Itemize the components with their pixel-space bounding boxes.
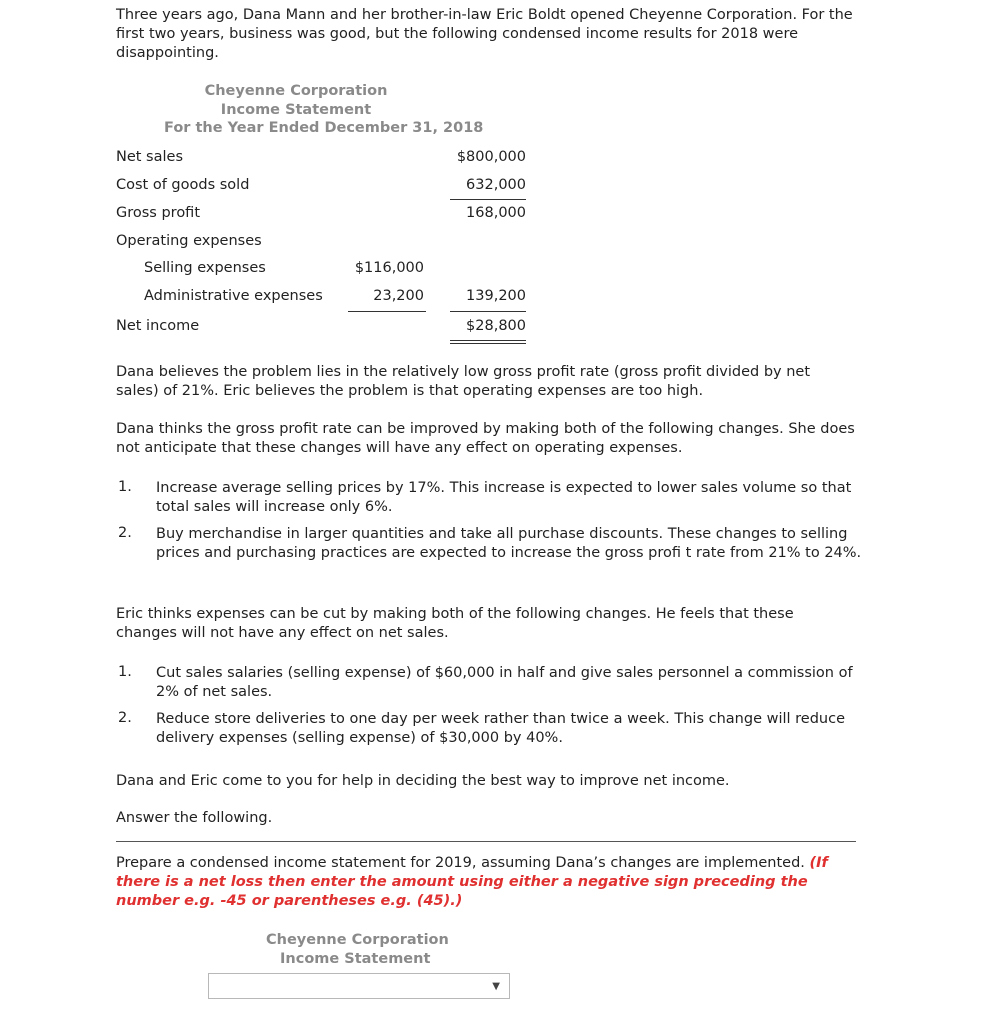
row-amount-inner: $116,000	[354, 260, 424, 276]
row-label: Net sales	[116, 149, 184, 165]
answer-statement-company: Cheyenne Corporation	[266, 932, 449, 948]
list-text: Reduce store deliveries to one day per week rather than twice a week. This change will reduce delivery expenses (selling expense) of $30,000 by 40%.	[156, 711, 845, 746]
row-amount: 632,000	[466, 177, 526, 193]
question-instruction: (If there is a net loss then enter the amount using either a negative sign preceding the number e.g. -45 or parentheses e.g. (45).)	[116, 855, 828, 909]
row-label: Administrative expenses	[144, 288, 323, 304]
list-number: 1.	[118, 664, 132, 680]
row-amount: 168,000	[466, 205, 526, 221]
eric-intro-paragraph: Eric thinks expenses can be cut by making both of the following changes. He feels that these changes will not have any effect on net sales.	[116, 606, 794, 641]
double-rule	[450, 343, 526, 344]
statement-title: Income Statement	[220, 102, 372, 118]
subtotal-rule	[348, 311, 426, 312]
intro-paragraph: Three years ago, Dana Mann and her brother-in-law Eric Boldt opened Cheyenne Corporation. For the first two years, business was good, but the following condensed income results for 2018 were disappointing.	[116, 7, 853, 61]
statement-company: Cheyenne Corporation	[204, 83, 388, 99]
section-divider	[116, 841, 856, 842]
subtotal-rule	[450, 199, 526, 200]
chevron-down-icon: ▼	[492, 981, 500, 992]
row-label: Cost of goods sold	[116, 177, 250, 193]
list-text: Buy merchandise in larger quantities and take all purchase discounts. These changes to selling prices and purchasing practices are expected to increase the gross profi t rate from 21% to 24%.	[156, 526, 862, 561]
question-text: Prepare a condensed income statement for 2019, assuming Dana’s changes are implemented.	[116, 855, 805, 871]
list-number: 1.	[118, 479, 132, 495]
subtotal-rule	[450, 311, 526, 312]
double-rule	[450, 340, 526, 341]
question-paragraph	[116, 854, 856, 911]
row-label: Gross profit	[116, 205, 201, 221]
statement-period: For the Year Ended December 31, 2018	[164, 120, 484, 136]
row-amount-inner: 23,200	[373, 288, 424, 304]
list-number: 2.	[118, 525, 132, 541]
help-paragraph: Dana and Eric come to you for help in deciding the best way to improve net income.	[116, 773, 730, 789]
dana-belief-paragraph: Dana believes the problem lies in the relatively low gross profit rate (gross profit divided by net sales) of 21%. Eric believes the problem is that operating expenses are too high.	[116, 364, 811, 399]
list-number: 2.	[118, 710, 132, 726]
dana-intro-paragraph: Dana thinks the gross profit rate can be improved by making both of the following changes. She does not anticipate that these changes will have any effect on operating expenses.	[116, 421, 855, 456]
answer-label: Answer the following.	[116, 810, 273, 826]
row-amount: $28,800	[466, 318, 526, 334]
row-amount: $800,000	[456, 149, 526, 165]
row-label: Operating expenses	[116, 233, 262, 249]
list-text: Increase average selling prices by 17%. This increase is expected to lower sales volume so that total sales will increase only 6%.	[156, 480, 852, 515]
row-label: Net income	[116, 318, 200, 334]
period-select[interactable]	[208, 973, 510, 999]
answer-statement-title: Income Statement	[280, 951, 431, 967]
row-label: Selling expenses	[144, 260, 266, 276]
row-amount: 139,200	[466, 288, 526, 304]
list-text: Cut sales salaries (selling expense) of $60,000 in half and give sales personnel a commission of 2% of net sales.	[156, 665, 853, 700]
